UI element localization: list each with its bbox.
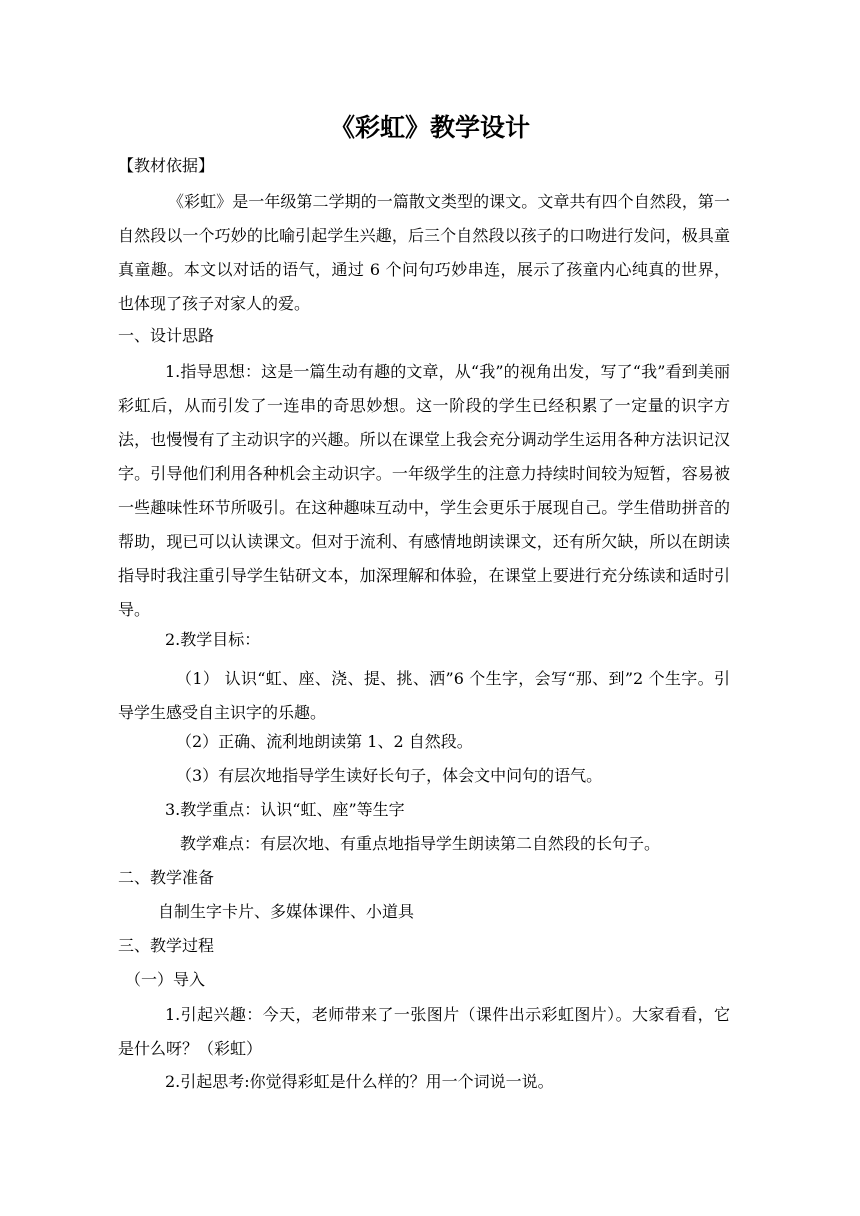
paragraph-basis: 《彩虹》是一年级第二学期的一篇散文类型的课文。文章共有四个自然段，第一自然段以一个巧妙的比喻引起学生兴趣，后三个自然段以孩子的口吻进行发问，极具童真童趣。本文以对话的语气，通过 6 个问句巧妙串连，展示了孩童内心纯真的世界，也体现了孩子对家人的爱。 [118, 192, 730, 313]
document-title: 《彩虹》教学设计 [329, 113, 530, 142]
paragraph-teaching-goals: 2.教学目标： [165, 630, 261, 649]
paragraph-arouse-interest: 1.引起兴趣：今天，老师带来了一张图片（课件出示彩虹图片）。大家看看，它是什么呀？（彩虹） [118, 1005, 730, 1058]
paragraph-guiding-idea: 1.指导思想：这是一篇生动有趣的文章，从“我”的视角出发，写了“我”看到美丽彩虹后，从而引发了一连串的奇思妙想。这一阶段的学生已经积累了一定量的识字方法，也慢慢有了主动识字的兴趣。所以在课堂上我会充分调动学生运用各种方法识记汉字。引导他们利用各种机会主动识字。一年级学生的注意力持续时间较为短暂，容易被一些趣味性环节所吸引。在这种趣味互动中，学生会更乐于展现自己。学生借助拼音的帮助，现已可以认读课文。但对于流利、有感情地朗读课文，还有所欠缺，所以在朗读指导时我注重引导学生钻研文本，加深理解和体验，在课堂上要进行充分练读和适时引导。 [118, 362, 730, 619]
subheading-introduction: （一）导入 [125, 970, 206, 989]
paragraph-preparation: 自制生字卡片、多媒体课件、小道具 [158, 902, 415, 921]
paragraph-arouse-thinking: 2.引起思考:你觉得彩虹是什么样的？用一个词说一说。 [165, 1072, 554, 1091]
paragraph-key-points: 3.教学重点：认识“虹、座”等生字 [165, 800, 405, 819]
paragraph-goal-1: （1） 认识“虹、座、浇、提、挑、洒”6 个生字，会写“那、到”2 个生字。引导学生感受自主识字的乐趣。 [118, 669, 730, 722]
section-heading-preparation: 二、教学准备 [118, 868, 215, 887]
section-heading-basis: 【教材依据】 [118, 156, 215, 175]
section-heading-process: 三、教学过程 [118, 936, 215, 955]
section-heading-design: 一、设计思路 [118, 326, 215, 345]
paragraph-goal-2: （2）正确、流利地朗读第 1、2 自然段。 [176, 732, 473, 751]
paragraph-difficult-points: 教学难点：有层次地、有重点地指导学生朗读第二自然段的长句子。 [180, 834, 661, 853]
paragraph-goal-3: （3）有层次地指导学生读好长句子，体会文中问句的语气。 [176, 766, 603, 785]
